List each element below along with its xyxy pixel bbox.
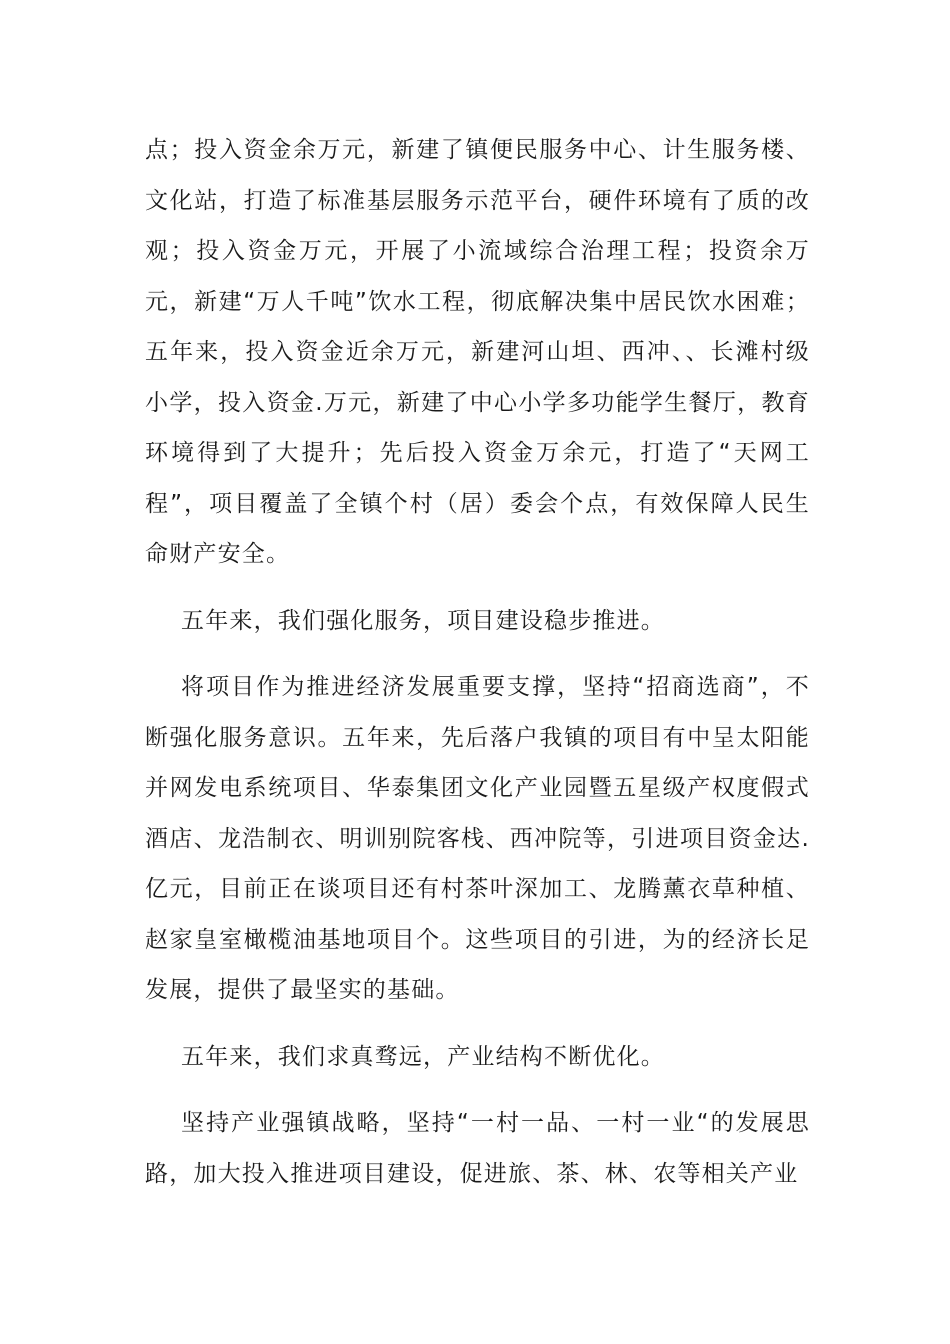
paragraph-gap: [145, 580, 810, 596]
paragraph-continued-investments: 点；投入资金余万元，新建了镇便民服务中心、计生服务楼、文化站，打造了标准基层服务示范平台，硬件环境有了质的改观；投入资金万元，开展了小流域综合治理工程；投资余万元，新建“万人千吨”饮水工程，彻底解决集中居民饮水困难；五年来，投入资金近余万元，新建河山坦、西冲、、长滩村级小学，投入资金.万元，新建了中心小学多功能学生餐厅，教育环境得到了大提升；先后投入资金万余元，打造了“天网工程”，项目覆盖了全镇个村（居）委会个点，有效保障人民生命财产安全。: [145, 137, 810, 567]
paragraph-industry-strategy: 坚持产业强镇战略，坚持“一村一品、一村一业“的发展思路，加大投入推进项目建设，促进旅、茶、林、农等相关产业: [145, 1110, 810, 1187]
paragraph-gap: [145, 1016, 810, 1032]
paragraph-heading-industry: 五年来，我们求真骛远，产业结构不断优化。: [181, 1043, 665, 1070]
paragraph-heading-service: 五年来，我们强化服务，项目建设稳步推进。: [181, 607, 665, 634]
paragraph-gap: [145, 646, 810, 662]
paragraph-gap: [145, 1082, 810, 1098]
document-body: [145, 125, 810, 1199]
paragraph-projects: 将项目作为推进经济发展重要支撑，坚持“招商选商”，不断强化服务意识。五年来，先后落户我镇的项目有中呈太阳能并网发电系统项目、华泰集团文化产业园暨五星级产权度假式酒店、龙浩制衣、明训别院客栈、西冲院等，引进项目资金达.亿元，目前正在谈项目还有村茶叶深加工、龙腾薰衣草种植、赵家皇室橄榄油基地项目个。这些项目的引进，为的经济长足发展，提供了最坚实的基础。: [145, 674, 810, 1003]
